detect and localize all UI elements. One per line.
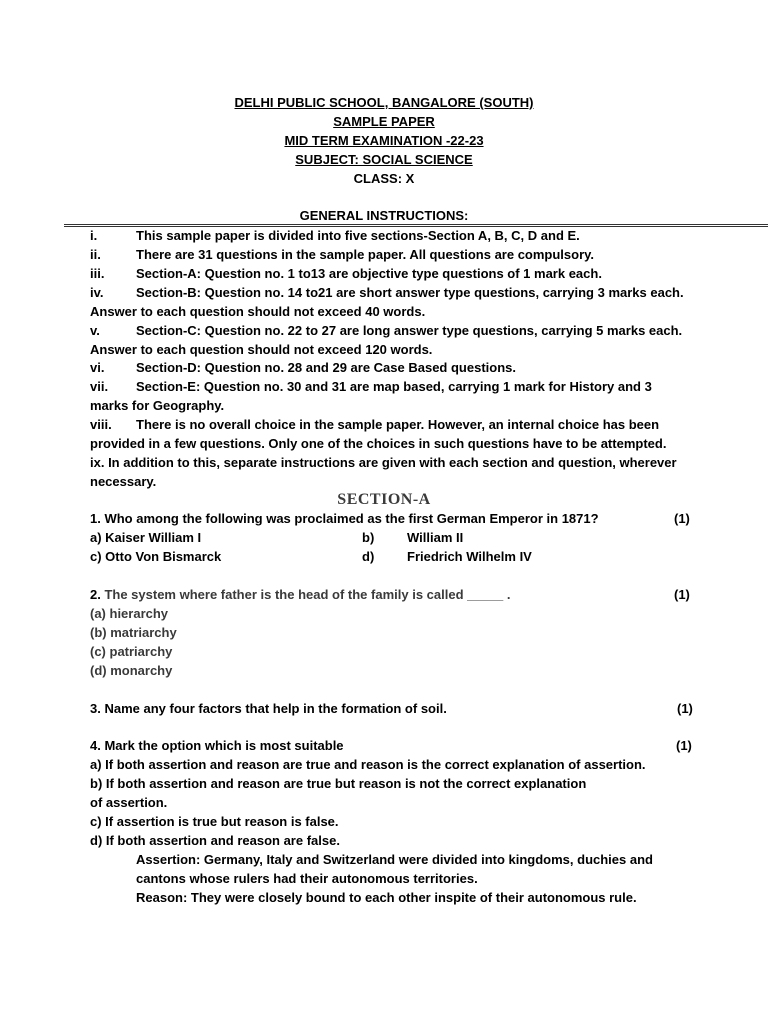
question-4-marks: (1): [676, 738, 692, 753]
instruction-number: ii.: [90, 247, 101, 262]
question-2: [90, 587, 511, 603]
question-2-option-b: (b) matriarchy: [90, 625, 177, 640]
question-1-option-d-label: d): [362, 549, 375, 564]
question-4-option-b-continued: of assertion.: [90, 795, 168, 810]
question-4-text: 4. Mark the option which is most suitable: [90, 738, 344, 753]
question-4-option-a: a) If both assertion and reason are true and reason is the correct explanation of assertion.: [90, 757, 646, 772]
instruction-number: i.: [90, 228, 98, 243]
question-4-option-b: b) If both assertion and reason are true but reason is not the correct explanation: [90, 776, 587, 791]
instruction-text: Section-A: Question no. 1 to13 are objective type questions of 1 mark each.: [136, 266, 602, 281]
instruction-text: This sample paper is divided into five sections-Section A, B, C, D and E.: [136, 228, 580, 243]
question-2-number: 2.: [90, 587, 101, 602]
instruction-text: There are 31 questions in the sample paper. All questions are compulsory.: [136, 247, 595, 262]
instruction-number: iv.: [90, 285, 104, 300]
question-1-option-b-label: b): [362, 530, 375, 545]
question-1-option-d: Friedrich Wilhelm IV: [407, 549, 532, 564]
instruction-number: vii.: [90, 379, 109, 394]
question-1-option-c: c) Otto Von Bismarck: [90, 549, 222, 564]
question-2-option-c: (c) patriarchy: [90, 644, 173, 659]
instruction-text-continued: Answer to each question should not exceed 40 words.: [90, 304, 426, 319]
instruction-text: Section-E: Question no. 30 and 31 are map based, carrying 1 mark for History and 3: [136, 379, 652, 394]
subject: SUBJECT: SOCIAL SCIENCE: [295, 152, 473, 167]
question-4-option-c: c) If assertion is true but reason is false.: [90, 814, 339, 829]
instructions-title: GENERAL INSTRUCTIONS:: [299, 208, 469, 223]
question-4-assertion: Assertion: Germany, Italy and Switzerland were divided into kingdoms, duchies and: [136, 852, 653, 867]
instruction-text: Section-C: Question no. 22 to 27 are long answer type questions, carrying 5 marks each.: [136, 323, 683, 338]
question-1-text: 1. Who among the following was proclaimed as the first German Emperor in 1871?: [90, 511, 599, 526]
question-2-text: The system where father is the head of the family is called _____ .: [100, 587, 511, 602]
question-2-option-d: (d) monarchy: [90, 663, 173, 678]
question-2-option-a: (a) hierarchy: [90, 606, 169, 621]
question-4-assertion-continued: cantons whose rulers had their autonomous territories.: [136, 871, 478, 886]
exam-title: MID TERM EXAMINATION -22-23: [284, 133, 484, 148]
class-label: CLASS: X: [353, 171, 415, 186]
instruction-text-continued: Answer to each question should not exceed 120 words.: [90, 342, 433, 357]
section-a-title: SECTION-A: [337, 491, 431, 508]
instruction-text-continued: provided in a few questions. Only one of the choices in such questions have to be attempted.: [90, 436, 667, 451]
instruction-number: v.: [90, 323, 100, 338]
question-1-option-b: William II: [407, 530, 464, 545]
school-name: DELHI PUBLIC SCHOOL, BANGALORE (SOUTH): [234, 95, 534, 110]
question-1-marks: (1): [674, 511, 690, 526]
instruction-number: vi.: [90, 360, 105, 375]
question-3-text: 3. Name any four factors that help in the formation of soil.: [90, 701, 447, 716]
instruction-text: There is no overall choice in the sample paper. However, an internal choice has been: [136, 417, 660, 432]
question-3-marks: (1): [677, 701, 693, 716]
instruction-number: viii.: [90, 417, 112, 432]
question-4-option-d: d) If both assertion and reason are false.: [90, 833, 340, 848]
instruction-text-continued: necessary.: [90, 474, 157, 489]
question-4-reason: Reason: They were closely bound to each other inspite of their autonomous rule.: [136, 890, 637, 905]
instruction-text: Section-D: Question no. 28 and 29 are Case Based questions.: [136, 360, 516, 375]
question-2-marks: (1): [674, 587, 690, 602]
instruction-text-continued: marks for Geography.: [90, 398, 225, 413]
instruction-text: Section-B: Question no. 14 to21 are short answer type questions, carrying 3 marks each.: [136, 285, 684, 300]
paper-type: SAMPLE PAPER: [333, 114, 435, 129]
divider-line: [64, 224, 768, 227]
question-1-option-a: a) Kaiser William I: [90, 530, 202, 545]
instruction-text: ix. In addition to this, separate instructions are given with each section and question, wherever: [90, 455, 677, 470]
instruction-number: iii.: [90, 266, 105, 281]
